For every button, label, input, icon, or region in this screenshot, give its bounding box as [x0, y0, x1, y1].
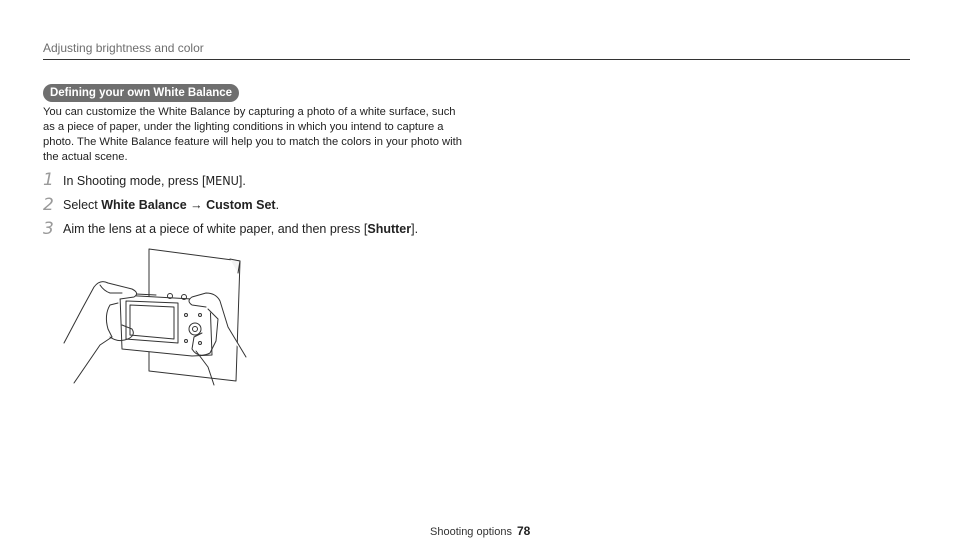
header-divider: [43, 59, 910, 60]
step-number: 2: [43, 195, 54, 215]
footer: [430, 524, 530, 538]
step-text: In Shooting mode, press [MENU].: [63, 173, 246, 188]
step-text: Select White Balance → Custom Set.: [63, 198, 280, 212]
step-number: 1: [43, 170, 54, 190]
menu-key-label: MENU: [205, 173, 239, 188]
arrow-icon: →: [186, 198, 207, 212]
step-number: 3: [43, 219, 54, 239]
page-number: 78: [516, 524, 531, 538]
camera-white-paper-illustration: [60, 245, 250, 390]
section-badge: Defining your own White Balance: [43, 84, 239, 102]
header-title: Adjusting brightness and color: [43, 41, 204, 55]
step-text: Aim the lens at a piece of white paper, and then press [Shutter].: [63, 222, 419, 236]
footer-section-label: Shooting options: [430, 526, 512, 538]
intro-paragraph: You can customize the White Balance by capturing a photo of a white surface, such as a piece of paper, under the lighting conditions in which you intend to capture a photo. The White Balance feature will help you to match the colors in your photo with the actual scene.: [43, 106, 462, 163]
